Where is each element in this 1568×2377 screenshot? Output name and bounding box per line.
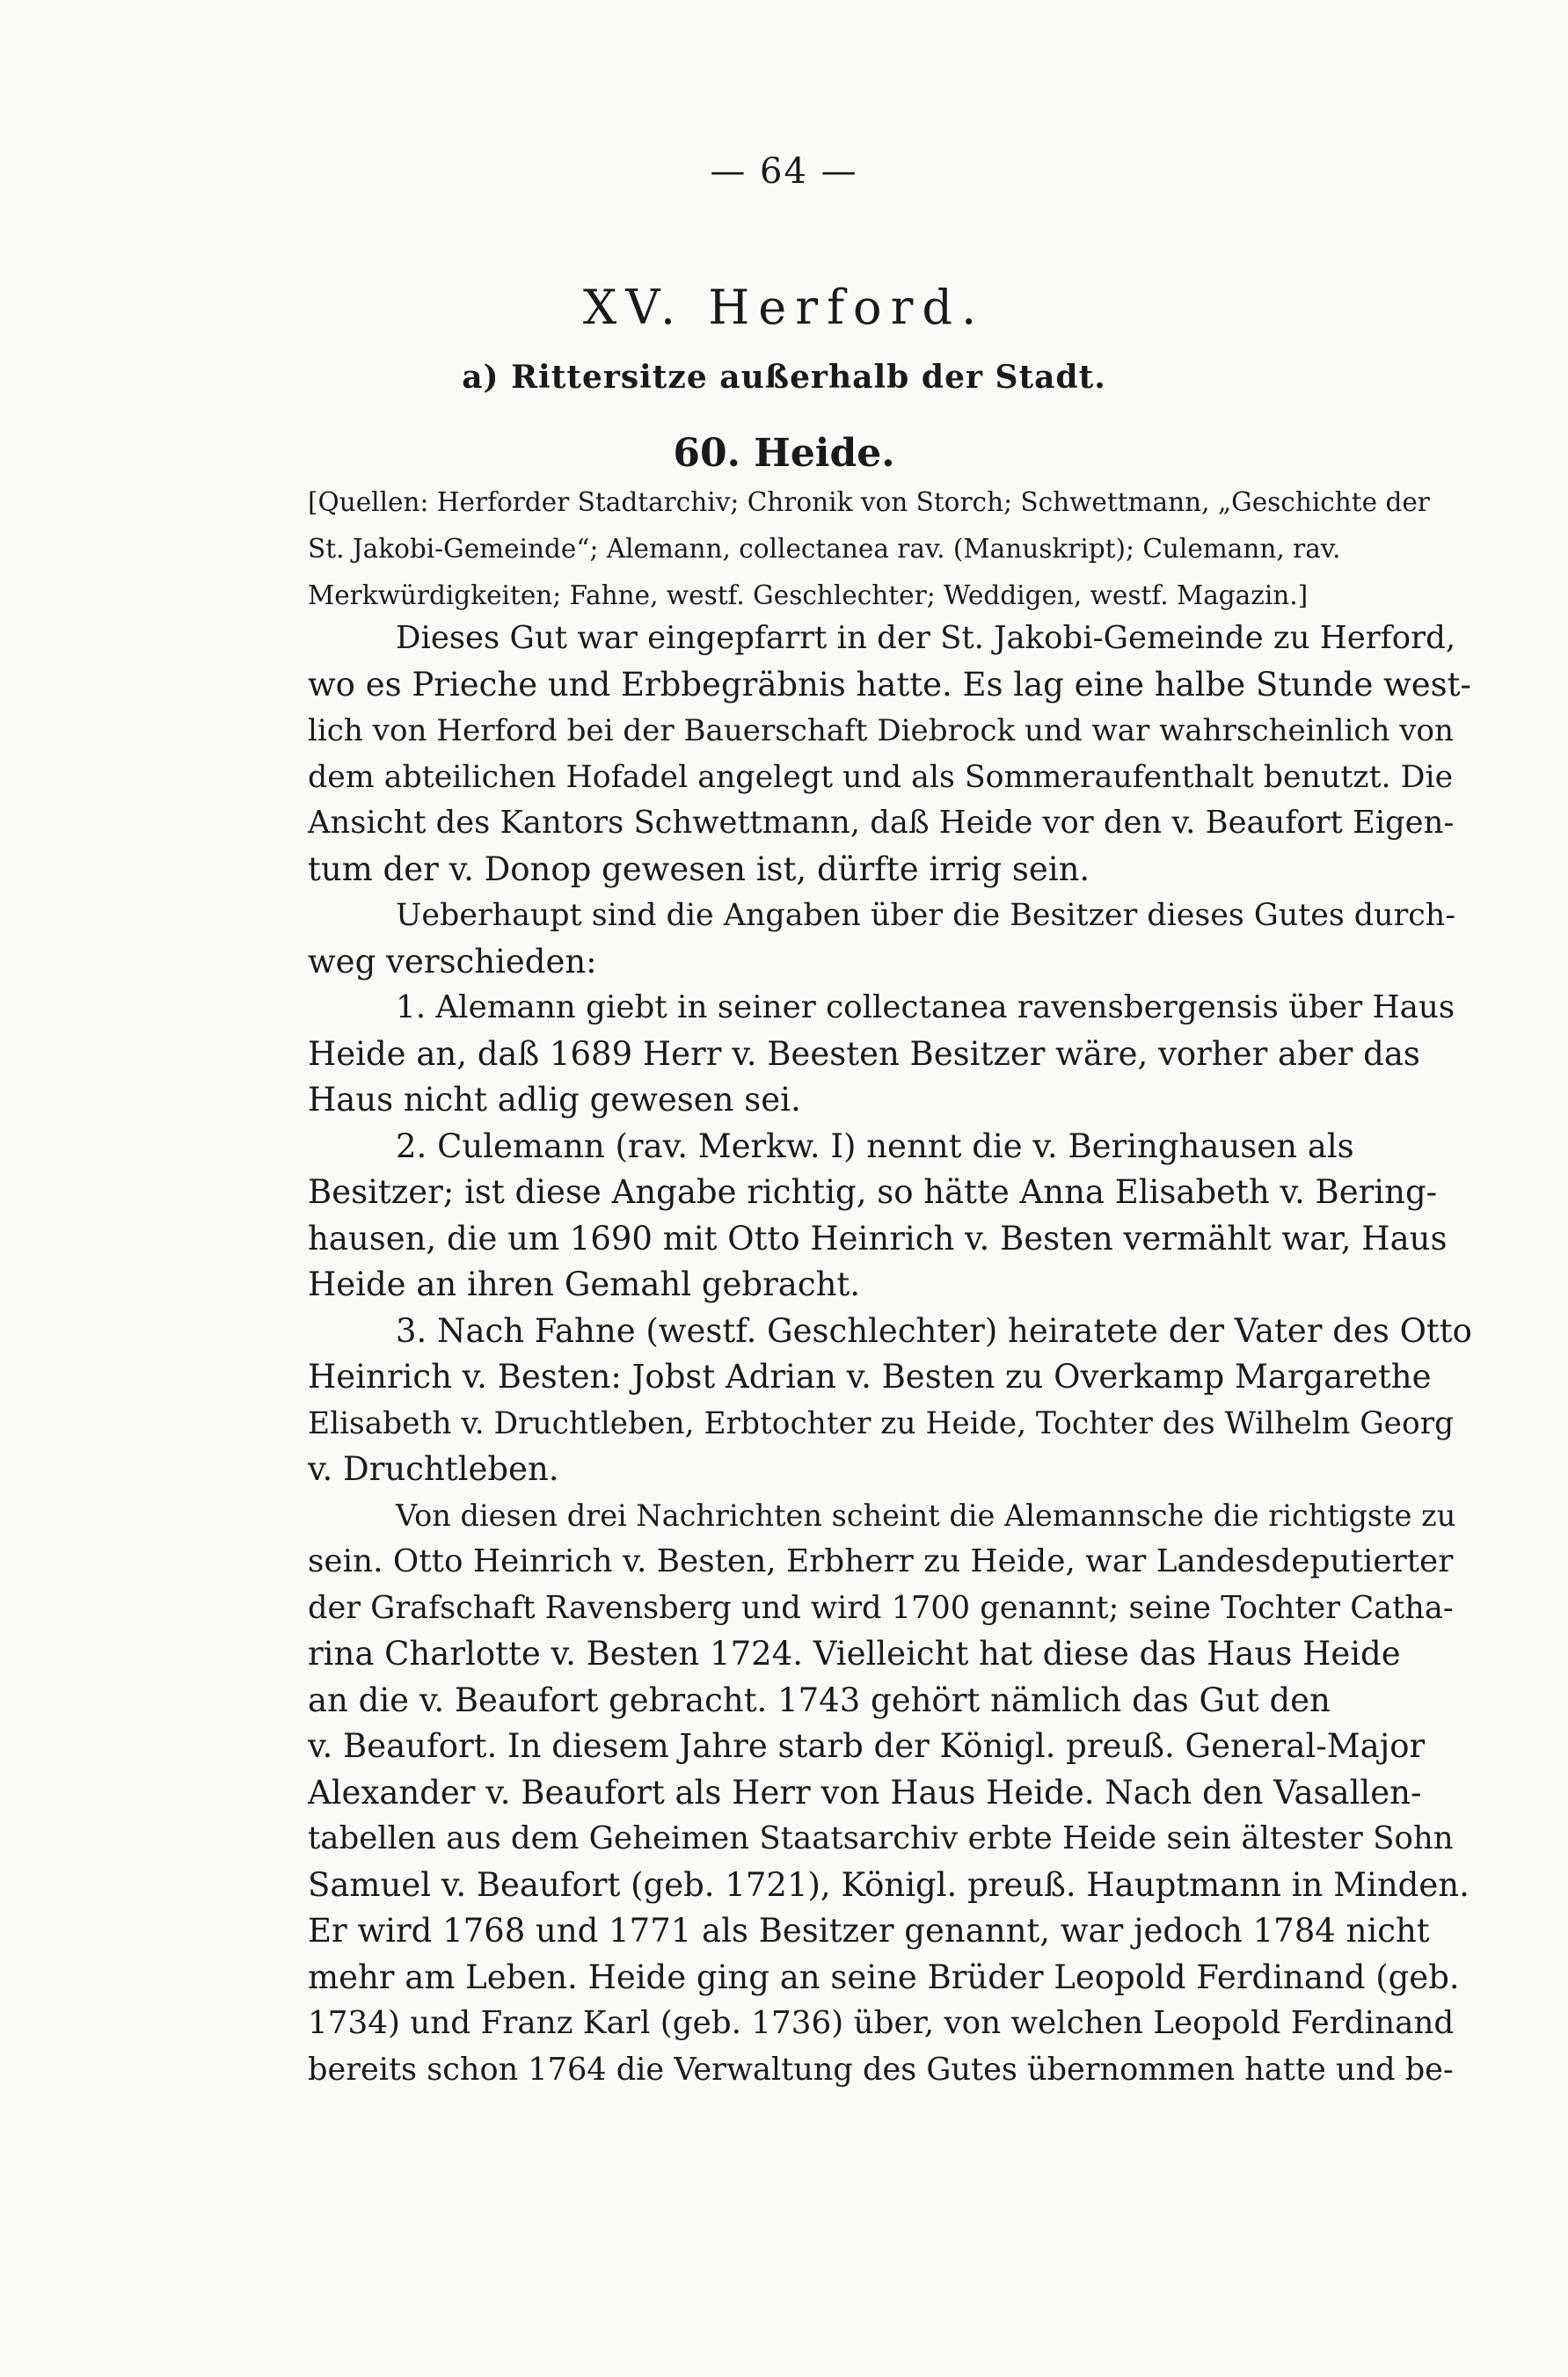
text-line: 2. Culemann (rav. Merkw. I) nennt die v. Beringhausen als <box>396 1127 1354 1165</box>
text-line: v. Druchtleben. <box>308 1450 559 1488</box>
text-line: sein. Otto Heinrich v. Besten, Erbherr zu Heide, war Landesdeputierter <box>308 1543 1454 1579</box>
text-line: weg verschieden: <box>308 942 597 981</box>
text-line: an die v. Beaufort gebracht. 1743 gehört nämlich das Gut den <box>308 1681 1331 1719</box>
text-line: Heide an, daß 1689 Herr v. Beesten Besitzer wäre, vorher aber das <box>308 1034 1420 1073</box>
body-text <box>308 616 1477 2093</box>
text-line: rina Charlotte v. Besten 1724. Vielleicht hat diese das Haus Heide <box>308 1635 1401 1673</box>
text-line: Dieses Gut war eingepfarrt in der St. Jakobi-Gemeinde zu Herford, <box>396 620 1456 656</box>
sources-line: [Quellen: Herforder Stadtarchiv; Chronik von Storch; Schwettmann, „Geschichte der <box>308 487 1430 517</box>
text-line: Besitzer; ist diese Angabe richtig, so hätte Anna Elisabeth v. Bering- <box>308 1173 1438 1211</box>
text-line: Samuel v. Beaufort (geb. 1721), Königl. preuß. Hauptmann in Minden. <box>308 1865 1470 1904</box>
text-line: 3. Nach Fahne (westf. Geschlechter) heiratete der Vater des Otto <box>396 1311 1472 1350</box>
text-line: mehr am Leben. Heide ging an seine Brüder Leopold Ferdinand (geb. <box>308 1958 1460 1996</box>
text-line: Elisabeth v. Druchtleben, Erbtochter zu Heide, Tochter des Wilhelm Georg <box>308 1405 1455 1441</box>
text-line: tum der v. Donop gewesen ist, dürfte irrig sein. <box>308 849 1090 888</box>
text-line: bereits schon 1764 die Verwaltung des Gutes übernommen hatte und be- <box>308 2051 1454 2088</box>
sources-line: Merkwürdigkeiten; Fahne, westf. Geschlechter; Weddigen, westf. Magazin.] <box>308 580 1309 610</box>
text-line: der Grafschaft Ravensberg und wird 1700 genannt; seine Tochter Catha- <box>308 1589 1454 1626</box>
section-heading: a) Rittersitze außerhalb der Stadt. <box>462 359 1106 396</box>
text-line: lich von Herford bei der Bauerschaft Diebrock und war wahrscheinlich von <box>308 713 1454 748</box>
text-line: Ansicht des Kantors Schwettmann, daß Heide vor den v. Beaufort Eigen- <box>308 805 1455 841</box>
text-line: Alexander v. Beaufort als Herr von Haus Heide. Nach den Vasallen- <box>308 1773 1422 1812</box>
text-line: v. Beaufort. In diesem Jahre starb der Königl. preuß. General-Major <box>308 1727 1426 1765</box>
text-line: wo es Prieche und Erbbegräbnis hatte. Es lag eine halbe Stunde west- <box>308 665 1472 704</box>
text-line: Ueberhaupt sind die Angaben über die Besitzer dieses Gutes durch- <box>396 898 1455 933</box>
text-line: Heinrich v. Besten: Jobst Adrian v. Besten zu Overkamp Margarethe <box>308 1358 1432 1396</box>
text-line: Er wird 1768 und 1771 als Besitzer genannt, war jedoch 1784 nicht <box>308 1912 1430 1950</box>
text-line: 1734) und Franz Karl (geb. 1736) über, von welchen Leopold Ferdinand <box>308 2005 1455 2041</box>
chapter-title: XV. Herford. <box>582 280 986 335</box>
entry-heading: 60. Heide. <box>673 431 895 476</box>
text-line: hausen, die um 1690 mit Otto Heinrich v. Besten vermählt war, Haus <box>308 1219 1448 1258</box>
text-line: Heide an ihren Gemahl gebracht. <box>308 1265 861 1303</box>
text-line: 1. Alemann giebt in seiner collectanea ravensbergensis über Haus <box>396 989 1455 1025</box>
text-line: dem abteilichen Hofadel angelegt und als Sommeraufenthalt benutzt. Die <box>308 759 1454 795</box>
sources-note <box>308 479 1477 619</box>
page-number: — 64 — <box>710 151 858 192</box>
sources-line: St. Jakobi-Gemeinde“; Alemann, collectanea rav. (Manuskript); Culemann, rav. <box>308 534 1341 564</box>
text-line: tabellen aus dem Geheimen Staatsarchiv erbte Heide sein ältester Sohn <box>308 1820 1454 1856</box>
text-line: Von diesen drei Nachrichten scheint die Alemannsche die richtigste zu <box>396 1498 1456 1533</box>
text-line: Haus nicht adlig gewesen sei. <box>308 1081 801 1119</box>
